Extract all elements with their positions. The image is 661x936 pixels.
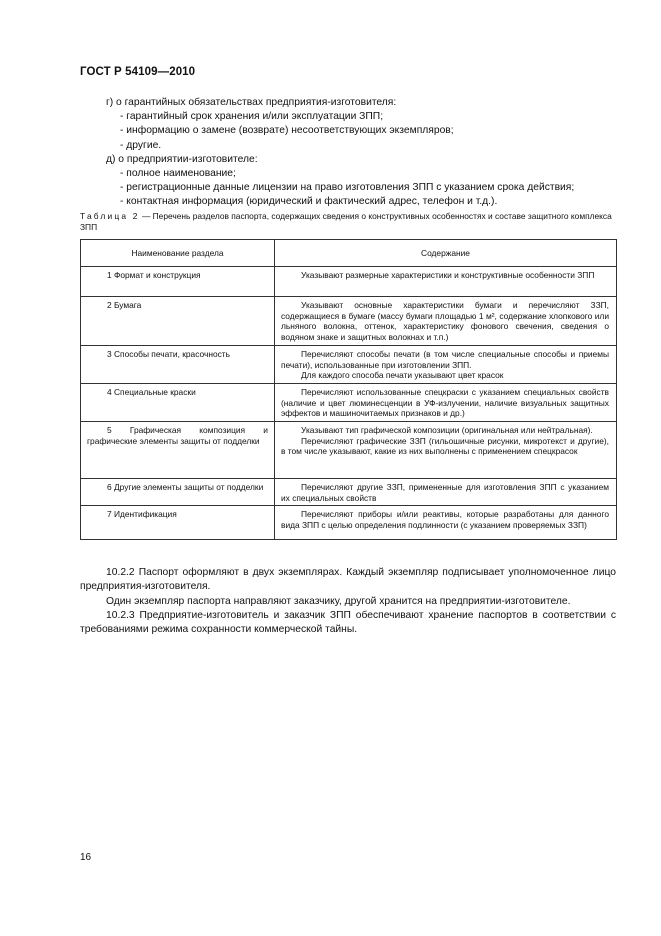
section-name-cell: 3 Способы печати, красочность: [81, 345, 275, 383]
list-item: д) о предприятии-изготовителе:: [106, 153, 258, 165]
section-content-cell: [275, 506, 617, 540]
section-name-cell: 4 Специальные краски: [81, 383, 275, 421]
list-item: - другие.: [120, 139, 162, 151]
content-paragraph: Перечисляют графические ЗЗП (гильошичные рисунки, микротекст и другие), в том числе указывают, какие из них выполнены с применением спецкрасок: [281, 435, 609, 457]
section-content-cell: [275, 422, 617, 479]
section-name-cell: 6 Другие элементы защиты от подделки: [81, 479, 275, 506]
section-content-cell: [275, 297, 617, 346]
section-content-cell: [275, 345, 617, 383]
requirements-list: [106, 96, 616, 210]
section-name-cell: 2 Бумага: [81, 297, 275, 346]
table-row: [81, 267, 617, 297]
list-item: - контактная информация (юридический и фактический адрес, телефон и т.д.).: [120, 196, 498, 208]
list-item: - информацию о замене (возврате) несоответствующих экземпляров;: [120, 125, 454, 137]
paragraph-10-2-3: 10.2.3 Предприятие-изготовитель и заказчик ЗПП обеспечивают хранение паспортов в соответствии с требованиями режима сохранности коммерческой тайны.: [80, 609, 616, 636]
section-content-cell: [275, 383, 617, 421]
section-content-cell: [275, 479, 617, 506]
table-row: [81, 383, 617, 421]
section-name-cell: 1 Формат и конструкция: [81, 267, 275, 297]
table-caption-text: — Перечень разделов паспорта, содержащих сведения о конструктивных особенностях и составе защитного комплекса ЗПП: [80, 211, 612, 232]
content-paragraph: Указывают основные характеристики бумаги и перечисляют ЗЗП, содержащиеся в бумаге (массу бумаги площадью 1 м², содержание хлопкового или льняного волокна, оттенок, характеристику фонового свечения, сведения о водяном знаке и защитных волокнах и т.п.): [281, 300, 609, 343]
content-paragraph: Для каждого способа печати указывают цвет красок: [301, 370, 504, 381]
table-row: [81, 506, 617, 540]
table-row: [81, 422, 617, 479]
content-paragraph: Перечисляют другие ЗЗП, примененные для изготовления ЗПП с указанием их специальных свойств: [281, 482, 609, 503]
list-item: г) о гарантийных обязательствах предприятия-изготовителя:: [106, 97, 397, 108]
content-paragraph: Указывают размерные характеристики и конструктивные особенности ЗПП: [301, 270, 595, 280]
column-header-content: Содержание: [275, 240, 617, 267]
table-row: [81, 479, 617, 506]
table-row: [81, 297, 617, 346]
content-paragraph: Перечисляют приборы и/или реактивы, которые разработаны для данного вида ЗПП с целью определения подлинности (с указанием проверяемых ЗЗП): [281, 509, 609, 531]
list-item: - гарантийный срок хранения и/или эксплуатации ЗПП;: [120, 111, 384, 123]
list-item: - полное наименование;: [120, 168, 236, 180]
content-paragraph: Перечисляют использованные спецкраски с указанием специальных свойств (наличие и цвет люминесценции в УФ-излучении, наличие визуальных защитных эффектов и машиночитаемых признаков и др.): [281, 386, 609, 419]
content-paragraph: Перечисляют способы печати (в том числе специальные способы и приемы печати), использованные при изготовлении ЗПП.: [281, 348, 609, 370]
column-header-section: Наименование раздела: [81, 240, 275, 267]
paragraph-10-2-2: 10.2.2 Паспорт оформляют в двух экземплярах. Каждый экземпляр подписывает уполномоченное лицо предприятия-изготовителя.: [80, 567, 616, 593]
body-text: [80, 566, 616, 637]
page-number: 16: [80, 852, 92, 863]
section-content-cell: [275, 267, 617, 297]
document-header: ГОСТ Р 54109—2010: [80, 66, 196, 78]
paragraph-copy-distribution: Один экземпляр паспорта направляют заказчику, другой хранится на предприятии-изготовителе.: [106, 595, 571, 607]
section-name-cell: 7 Идентификация: [81, 506, 275, 540]
table-caption: [80, 211, 620, 233]
content-paragraph: Указывают тип графической композиции (оригинальная или нейтральная).: [301, 425, 593, 436]
list-item: - регистрационные данные лицензии на право изготовления ЗПП с указанием срока действия;: [120, 182, 575, 194]
table-caption-prefix: Таблица 2: [80, 211, 140, 221]
section-name-cell: 5 Графическая композиция и графические элементы защиты от подделки: [81, 422, 275, 479]
table-row: [81, 345, 617, 383]
table-header-row: [81, 240, 617, 267]
passport-sections-table: [80, 239, 617, 540]
